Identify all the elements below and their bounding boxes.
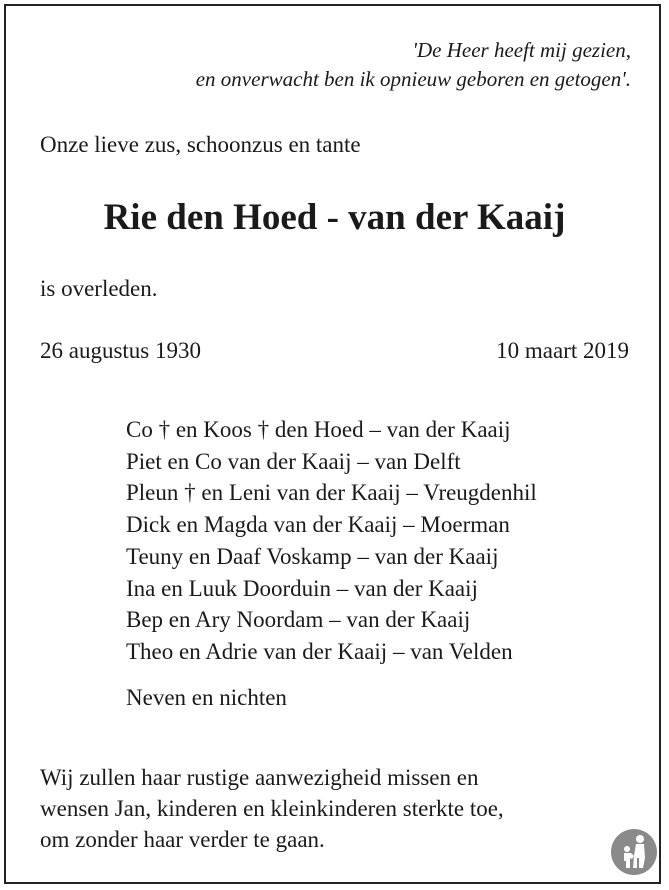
passed-away-text: is overleden. <box>40 276 158 301</box>
family-line: Piet en Co van der Kaaij – van Delft <box>126 448 461 474</box>
family-line: Teuny en Daaf Voskamp – van der Kaaij <box>126 543 499 569</box>
family-line: Dick en Magda van der Kaaij – Moerman <box>126 512 510 538</box>
family-line: Pleun † en Leni van der Kaaij – Vreugdenhil <box>126 480 537 506</box>
intro-text: Onze lieve zus, schoonzus en tante <box>40 132 361 157</box>
closing-line: om zonder haar verder te gaan. <box>40 827 325 852</box>
family-list <box>126 414 537 668</box>
family-line: Ina en Luuk Doorduin – van der Kaaij <box>126 575 478 601</box>
family-line: Bep en Ary Noordam – van der Kaaij <box>126 607 471 633</box>
quote-line-1: 'De Heer heeft mij gezien, <box>412 38 631 62</box>
closing-line: Wij zullen haar rustige aanwezigheid missen en <box>40 765 479 790</box>
opening-quote <box>196 36 631 94</box>
family-line: Co † en Koos † den Hoed – van der Kaaij <box>126 417 511 442</box>
quote-line-2: en onverwacht ben ik opnieuw geboren en getogen'. <box>195 67 631 91</box>
memorial-logo-icon <box>610 828 658 876</box>
deceased-name: Rie den Hoed - van der Kaaij <box>103 197 566 238</box>
family-line: Theo en Adrie van der Kaaij – van Velden <box>126 638 513 664</box>
birth-date: 26 augustus 1930 <box>40 338 201 363</box>
death-date: 10 maart 2019 <box>496 338 629 363</box>
nieces-nephews-text: Neven en nichten <box>126 685 287 710</box>
closing-message <box>40 762 504 855</box>
closing-line: wensen Jan, kinderen en kleinkinderen sterkte toe, <box>40 796 504 821</box>
